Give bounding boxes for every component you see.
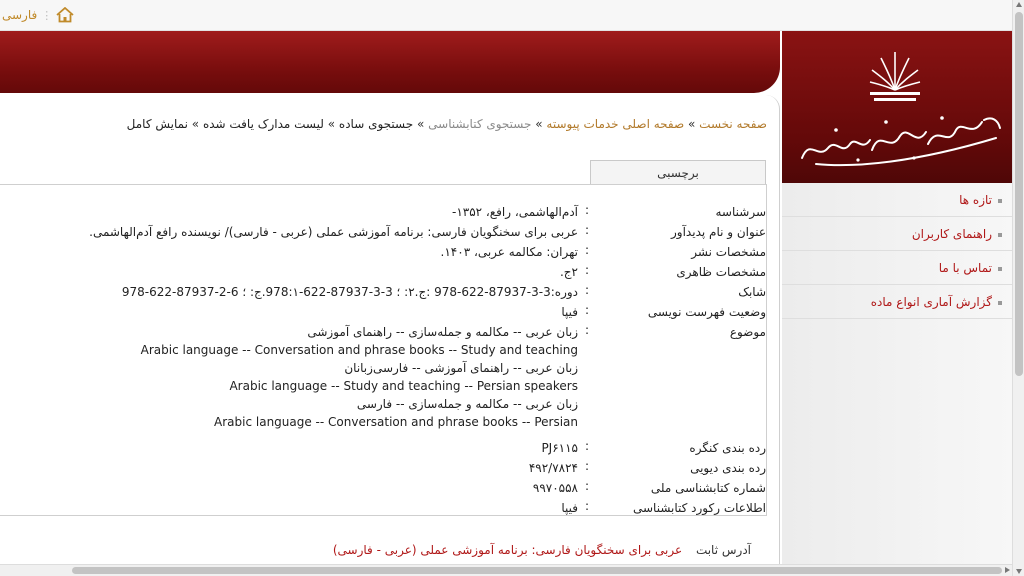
- bullet-icon: [998, 301, 1002, 305]
- field-value-line: فیپا: [561, 501, 578, 515]
- breadcrumb-separator: »: [535, 117, 543, 131]
- breadcrumb: [127, 117, 767, 131]
- field-value: [0, 459, 578, 477]
- sidebar-item-label: راهنمای کاربران: [911, 227, 992, 241]
- scroll-up-icon[interactable]: [1016, 2, 1022, 7]
- field-colon: :: [584, 203, 590, 217]
- record-row: [0, 303, 766, 321]
- field-label: شابک: [738, 285, 766, 299]
- field-value-line: PJ۶۱۱۵: [541, 441, 578, 455]
- sidebar: [782, 183, 1012, 576]
- record-row: [0, 263, 766, 281]
- scroll-right-icon[interactable]: [1005, 567, 1010, 573]
- sidebar-item-label: تازه ها: [959, 193, 992, 207]
- field-value: [0, 303, 578, 321]
- field-value-line: زبان عربی -- راهنمای آموزشی -- فارسی‌زبانان: [344, 361, 578, 375]
- field-value-line: ۹۹۷۰۵۵۸: [532, 481, 578, 495]
- field-value: [0, 323, 578, 431]
- field-value-line: ۴۹۲/۷۸۲۴: [528, 461, 578, 475]
- sidebar-item-label: گزارش آماری انواع ماده: [870, 295, 992, 309]
- top-bar: [0, 0, 1012, 31]
- address-link[interactable]: عربی برای سخنگویان فارسی: برنامه آموزشی عملی (عربی - فارسی): [332, 543, 683, 557]
- field-value-line: دوره:3-3-87937-622-978 :ج.۲: ؛ 3-3-87937-622-978:۱.ج: ؛ 6-2-87937-622-978: [121, 285, 578, 299]
- bullet-icon: [998, 267, 1002, 271]
- breadcrumb-separator: »: [191, 117, 200, 131]
- field-colon: :: [584, 303, 590, 317]
- field-value-line: Arabic language -- Study and teaching -- Persian speakers: [229, 379, 578, 393]
- tab-label-view[interactable]: [590, 160, 766, 186]
- field-value-line: عربی برای سخنگویان فارسی: برنامه آموزشی عملی (عربی - فارسی)/ نویسنده رافع آدم‌الهاشمی.: [89, 225, 578, 239]
- breadcrumb-separator: »: [327, 117, 336, 131]
- field-value-line: Arabic language -- Conversation and phrase books -- Persian: [214, 415, 578, 429]
- breadcrumb-item[interactable]: جستجوی ساده: [338, 117, 414, 131]
- field-label: رده بندی کنگره: [689, 441, 766, 455]
- field-value-line: فیپا: [561, 305, 578, 319]
- field-value-line: آدم‌الهاشمی، رافع، ۱۳۵۲-: [451, 205, 578, 219]
- field-value-line: زبان عربی -- مکالمه و جمله‌سازی -- فارسی: [356, 397, 578, 411]
- permanent-address: [333, 543, 751, 557]
- bullet-icon: [998, 233, 1002, 237]
- field-colon: :: [584, 223, 590, 237]
- library-logo-calligraphy: [796, 108, 1006, 170]
- field-colon: :: [584, 499, 590, 513]
- breadcrumb-item[interactable]: لیست مدارک یافت شده: [202, 117, 324, 131]
- field-label: عنوان و نام پدیدآور: [671, 225, 766, 239]
- field-label: وضعیت فهرست نویسی: [647, 305, 766, 319]
- record-row: [0, 323, 766, 431]
- field-value: [0, 499, 578, 517]
- address-label: آدرس ثابت: [695, 543, 751, 557]
- field-value-line: زبان عربی -- مکالمه و جمله‌سازی -- راهنمای آموزشی: [307, 325, 578, 339]
- vertical-scroll-thumb[interactable]: [1015, 12, 1023, 376]
- record-row: [0, 203, 766, 221]
- breadcrumb-separator: »: [416, 117, 425, 131]
- field-label: اطلاعات رکورد کتابشناسی: [632, 501, 766, 515]
- sidebar-item-contact[interactable]: [782, 251, 1012, 285]
- header-banner: [0, 31, 780, 93]
- field-colon: :: [584, 323, 590, 337]
- field-label: مشخصات ظاهری: [676, 265, 766, 279]
- breadcrumb-link[interactable]: جستجوی کتابشناسی: [428, 117, 532, 131]
- record-row: [0, 439, 766, 457]
- field-value-line: تهران: مکالمه عربی، ۱۴۰۳.: [440, 245, 578, 259]
- field-colon: :: [584, 459, 590, 473]
- record-row: [0, 223, 766, 241]
- record-row: [0, 283, 766, 301]
- sidebar-item-statistics[interactable]: [782, 285, 1012, 319]
- field-label: سرشناسه: [715, 205, 766, 219]
- field-label: مشخصات نشر: [691, 245, 766, 259]
- language-link[interactable]: فارسی: [2, 8, 38, 22]
- scroll-down-icon[interactable]: [1016, 569, 1022, 574]
- sidebar-item-news[interactable]: [782, 183, 1012, 217]
- field-label: رده بندی دیویی: [690, 461, 766, 475]
- field-colon: :: [584, 479, 590, 493]
- horizontal-scroll-thumb[interactable]: [72, 567, 1002, 574]
- tab-label: برچسبی: [657, 166, 699, 180]
- breadcrumb-separator: »: [688, 117, 696, 131]
- field-label: شماره کتابشناسی ملی: [650, 481, 766, 495]
- horizontal-scrollbar[interactable]: [0, 564, 1012, 576]
- breadcrumb-item[interactable]: نمایش کامل: [126, 117, 188, 131]
- record-row: [0, 459, 766, 477]
- vertical-scrollbar[interactable]: [1012, 0, 1024, 576]
- record-row: [0, 243, 766, 261]
- field-value: [0, 223, 578, 241]
- sidebar-item-user-guide[interactable]: [782, 217, 1012, 251]
- field-value: [0, 479, 578, 497]
- breadcrumb-link[interactable]: صفحه اصلی خدمات پیوسته: [546, 117, 685, 131]
- field-colon: :: [584, 263, 590, 277]
- record-row: [0, 479, 766, 497]
- field-colon: :: [584, 283, 590, 297]
- record-row: [0, 499, 766, 517]
- field-colon: :: [584, 439, 590, 453]
- field-value: [0, 263, 578, 281]
- language-switcher: [2, 7, 74, 23]
- main-content: [0, 95, 780, 576]
- field-label: موضوع: [729, 325, 766, 339]
- record-details: [0, 184, 767, 516]
- field-value: [0, 283, 578, 301]
- sidebar-item-label: تماس با ما: [938, 261, 992, 275]
- field-value-line: Arabic language -- Conversation and phrase books -- Study and teaching: [140, 343, 578, 357]
- library-emblem-icon[interactable]: [864, 44, 926, 106]
- field-value-line: ۲ج.: [559, 265, 578, 279]
- field-value: [0, 439, 578, 457]
- separator-dots: ⋮: [41, 8, 53, 22]
- field-colon: :: [584, 243, 590, 257]
- field-value: [0, 203, 578, 221]
- home-icon[interactable]: [56, 7, 74, 23]
- bullet-icon: [998, 199, 1002, 203]
- field-value: [0, 243, 578, 261]
- breadcrumb-link[interactable]: صفحه نخست: [699, 117, 767, 131]
